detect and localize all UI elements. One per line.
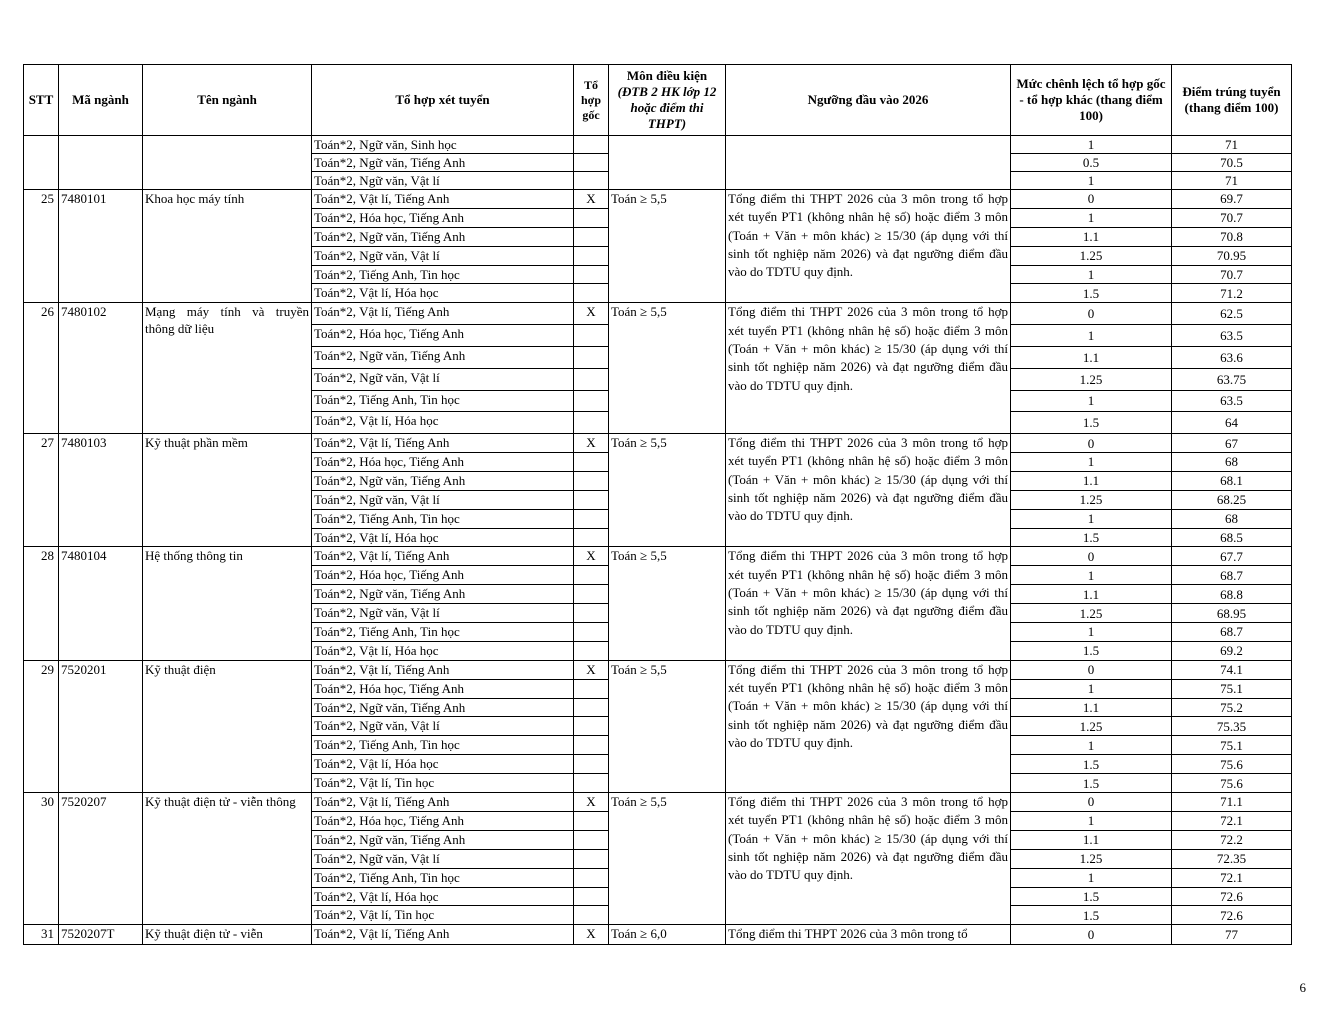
goc-cell — [574, 849, 609, 868]
combo-cell: Toán*2, Ngữ văn, Vật lí — [312, 490, 574, 509]
score-cell: 63.6 — [1172, 346, 1292, 368]
score-cell: 71 — [1172, 136, 1292, 154]
combo-cell: Toán*2, Tiếng Anh, Tin học — [312, 868, 574, 887]
combo-cell: Toán*2, Ngữ văn, Vật lí — [312, 246, 574, 265]
major-code-cell: 7520207T — [59, 925, 143, 945]
header-mon-dieu-kien-sub: (ĐTB 2 HK lớp 12 hoặc điểm thi THPT) — [617, 84, 717, 131]
goc-cell: X — [574, 190, 609, 209]
threshold-cell: Tổng điểm thi THPT 2026 của 3 môn trong tổ hợp xét tuyển PT1 (không nhân hệ số) hoặc điểm 3 môn (Toán + Văn + môn khác) ≥ 15/30 (áp dụng với thí sinh tốt nghiệp năm 2026) và đạt ngưỡng điểm đầu vào do TDTU quy định. — [726, 434, 1011, 547]
combo-cell: Toán*2, Ngữ văn, Tiếng Anh — [312, 585, 574, 604]
score-cell: 71.1 — [1172, 793, 1292, 812]
diff-cell: 1 — [1011, 265, 1172, 284]
diff-cell: 0.5 — [1011, 154, 1172, 172]
diff-cell: 1 — [1011, 172, 1172, 190]
diff-cell: 1.1 — [1011, 830, 1172, 849]
diff-cell: 1.5 — [1011, 755, 1172, 774]
combo-cell: Toán*2, Hóa học, Tiếng Anh — [312, 453, 574, 472]
header-nguong: Ngưỡng đầu vào 2026 — [726, 65, 1011, 136]
diff-cell: 1.5 — [1011, 412, 1172, 434]
major-name-cell: Mạng máy tính và truyền thông dữ liệu — [143, 303, 312, 434]
header-to-hop: Tổ hợp xét tuyển — [312, 65, 574, 136]
combo-cell: Toán*2, Vật lí, Tiếng Anh — [312, 434, 574, 453]
goc-cell — [574, 641, 609, 660]
score-cell: 70.7 — [1172, 208, 1292, 227]
condition-cell: Toán ≥ 5,5 — [609, 660, 726, 792]
table-body — [24, 136, 1292, 945]
table-row — [24, 547, 1292, 566]
score-cell: 68.8 — [1172, 585, 1292, 604]
header-diem: Điểm trúng tuyển (thang điểm 100) — [1172, 65, 1292, 136]
combo-cell: Toán*2, Hóa học, Tiếng Anh — [312, 811, 574, 830]
combo-cell: Toán*2, Vật lí, Hóa học — [312, 528, 574, 547]
threshold-cell: Tổng điểm thi THPT 2026 của 3 môn trong tổ hợp xét tuyển PT1 (không nhân hệ số) hoặc điểm 3 môn (Toán + Văn + môn khác) ≥ 15/30 (áp dụng với thí sinh tốt nghiệp năm 2026) và đạt ngưỡng điểm đầu vào do TDTU quy định. — [726, 547, 1011, 660]
score-cell: 71.2 — [1172, 284, 1292, 303]
diff-cell: 1 — [1011, 566, 1172, 585]
score-cell: 68.1 — [1172, 471, 1292, 490]
diff-cell: 0 — [1011, 660, 1172, 679]
score-cell: 75.1 — [1172, 736, 1292, 755]
diff-cell: 0 — [1011, 303, 1172, 325]
diff-cell: 1.5 — [1011, 774, 1172, 793]
combo-cell: Toán*2, Vật lí, Tin học — [312, 906, 574, 925]
major-name-cell: Kỹ thuật điện tử - viễn thông — [143, 793, 312, 925]
combo-cell: Toán*2, Ngữ văn, Tiếng Anh — [312, 471, 574, 490]
score-cell: 70.5 — [1172, 154, 1292, 172]
goc-cell — [574, 679, 609, 698]
combo-cell: Toán*2, Vật lí, Tin học — [312, 774, 574, 793]
goc-cell: X — [574, 434, 609, 453]
table-row — [24, 303, 1292, 325]
goc-cell: X — [574, 547, 609, 566]
score-cell: 77 — [1172, 925, 1292, 945]
score-cell: 75.1 — [1172, 679, 1292, 698]
score-cell: 75.6 — [1172, 755, 1292, 774]
diff-cell: 1.25 — [1011, 246, 1172, 265]
combo-cell: Toán*2, Vật lí, Hóa học — [312, 887, 574, 906]
combo-cell: Toán*2, Vật lí, Tiếng Anh — [312, 190, 574, 209]
header-chenh-lech: Mức chênh lệch tổ hợp gốc - tổ hợp khác (thang điểm 100) — [1011, 65, 1172, 136]
table-row — [24, 434, 1292, 453]
goc-cell — [574, 390, 609, 412]
score-cell: 67.7 — [1172, 547, 1292, 566]
major-code-cell: 7520201 — [59, 660, 143, 792]
diff-cell: 1 — [1011, 453, 1172, 472]
score-cell: 68.95 — [1172, 604, 1292, 623]
page-number: 6 — [1299, 980, 1306, 995]
diff-cell: 0 — [1011, 547, 1172, 566]
diff-cell: 1.25 — [1011, 717, 1172, 736]
score-cell: 69.2 — [1172, 641, 1292, 660]
goc-cell — [574, 325, 609, 347]
score-cell: 63.5 — [1172, 390, 1292, 412]
goc-cell — [574, 887, 609, 906]
goc-cell — [574, 368, 609, 390]
combo-cell: Toán*2, Ngữ văn, Tiếng Anh — [312, 154, 574, 172]
header-mon-dieu-kien — [609, 65, 726, 136]
table-row — [24, 925, 1292, 945]
combo-cell: Toán*2, Ngữ văn, Sinh học — [312, 136, 574, 154]
diff-cell: 1.25 — [1011, 490, 1172, 509]
goc-cell — [574, 623, 609, 642]
diff-cell: 1.25 — [1011, 368, 1172, 390]
stt-cell: 29 — [24, 660, 59, 792]
major-code-cell: 7520207 — [59, 793, 143, 925]
diff-cell: 0 — [1011, 190, 1172, 209]
diff-cell: 0 — [1011, 793, 1172, 812]
admission-table — [23, 64, 1292, 945]
goc-cell: X — [574, 303, 609, 325]
goc-cell — [574, 585, 609, 604]
score-cell: 68.7 — [1172, 566, 1292, 585]
goc-cell — [574, 453, 609, 472]
diff-cell: 1 — [1011, 679, 1172, 698]
score-cell: 69.7 — [1172, 190, 1292, 209]
combo-cell: Toán*2, Hóa học, Tiếng Anh — [312, 566, 574, 585]
major-name-cell — [143, 136, 312, 190]
score-cell: 63.75 — [1172, 368, 1292, 390]
diff-cell: 1 — [1011, 208, 1172, 227]
goc-cell — [574, 346, 609, 368]
combo-cell: Toán*2, Hóa học, Tiếng Anh — [312, 679, 574, 698]
goc-cell: X — [574, 660, 609, 679]
stt-cell: 25 — [24, 190, 59, 303]
threshold-cell: Tổng điểm thi THPT 2026 của 3 môn trong tổ hợp xét tuyển PT1 (không nhân hệ số) hoặc điểm 3 môn (Toán + Văn + môn khác) ≥ 15/30 (áp dụng với thí sinh tốt nghiệp năm 2026) và đạt ngưỡng điểm đầu vào do TDTU quy định. — [726, 303, 1011, 434]
diff-cell: 1.5 — [1011, 528, 1172, 547]
goc-cell — [574, 208, 609, 227]
score-cell: 62.5 — [1172, 303, 1292, 325]
score-cell: 68.5 — [1172, 528, 1292, 547]
goc-cell — [574, 246, 609, 265]
header-to-hop-goc: Tổ hợp gốc — [574, 65, 609, 136]
score-cell: 68.7 — [1172, 623, 1292, 642]
diff-cell: 1.1 — [1011, 585, 1172, 604]
combo-cell: Toán*2, Vật lí, Hóa học — [312, 412, 574, 434]
goc-cell — [574, 265, 609, 284]
threshold-cell: Tổng điểm thi THPT 2026 của 3 môn trong tổ hợp xét tuyển PT1 (không nhân hệ số) hoặc điểm 3 môn (Toán + Văn + môn khác) ≥ 15/30 (áp dụng với thí sinh tốt nghiệp năm 2026) và đạt ngưỡng điểm đầu vào do TDTU quy định. — [726, 660, 1011, 792]
diff-cell: 1.1 — [1011, 698, 1172, 717]
goc-cell — [574, 755, 609, 774]
diff-cell: 1.1 — [1011, 471, 1172, 490]
condition-cell — [609, 136, 726, 190]
score-cell: 70.8 — [1172, 227, 1292, 246]
score-cell: 70.7 — [1172, 265, 1292, 284]
diff-cell: 1.1 — [1011, 227, 1172, 246]
diff-cell: 1 — [1011, 736, 1172, 755]
threshold-cell: Tổng điểm thi THPT 2026 của 3 môn trong tổ — [726, 925, 1011, 945]
combo-cell: Toán*2, Vật lí, Tiếng Anh — [312, 547, 574, 566]
combo-cell: Toán*2, Ngữ văn, Tiếng Anh — [312, 830, 574, 849]
score-cell: 68 — [1172, 453, 1292, 472]
combo-cell: Toán*2, Tiếng Anh, Tin học — [312, 265, 574, 284]
goc-cell — [574, 566, 609, 585]
combo-cell: Toán*2, Ngữ văn, Vật lí — [312, 849, 574, 868]
diff-cell: 1.5 — [1011, 887, 1172, 906]
score-cell: 68.25 — [1172, 490, 1292, 509]
header-stt: STT — [24, 65, 59, 136]
score-cell: 63.5 — [1172, 325, 1292, 347]
goc-cell — [574, 490, 609, 509]
stt-cell: 28 — [24, 547, 59, 660]
combo-cell: Toán*2, Ngữ văn, Vật lí — [312, 717, 574, 736]
goc-cell — [574, 868, 609, 887]
stt-cell: 31 — [24, 925, 59, 945]
goc-cell — [574, 154, 609, 172]
combo-cell: Toán*2, Vật lí, Tiếng Anh — [312, 303, 574, 325]
major-name-cell: Khoa học máy tính — [143, 190, 312, 303]
combo-cell: Toán*2, Ngữ văn, Vật lí — [312, 604, 574, 623]
goc-cell — [574, 172, 609, 190]
condition-cell: Toán ≥ 5,5 — [609, 303, 726, 434]
goc-cell: X — [574, 793, 609, 812]
threshold-cell: Tổng điểm thi THPT 2026 của 3 môn trong tổ hợp xét tuyển PT1 (không nhân hệ số) hoặc điểm 3 môn (Toán + Văn + môn khác) ≥ 15/30 (áp dụng với thí sinh tốt nghiệp năm 2026) và đạt ngưỡng điểm đầu vào do TDTU quy định. — [726, 793, 1011, 925]
goc-cell — [574, 604, 609, 623]
score-cell: 68 — [1172, 509, 1292, 528]
combo-cell: Toán*2, Vật lí, Hóa học — [312, 755, 574, 774]
goc-cell — [574, 528, 609, 547]
diff-cell: 1.5 — [1011, 641, 1172, 660]
goc-cell — [574, 717, 609, 736]
condition-cell: Toán ≥ 6,0 — [609, 925, 726, 945]
goc-cell: X — [574, 925, 609, 945]
major-code-cell: 7480102 — [59, 303, 143, 434]
goc-cell — [574, 698, 609, 717]
diff-cell: 1 — [1011, 623, 1172, 642]
condition-cell: Toán ≥ 5,5 — [609, 793, 726, 925]
score-cell: 74.1 — [1172, 660, 1292, 679]
combo-cell: Toán*2, Hóa học, Tiếng Anh — [312, 325, 574, 347]
stt-cell — [24, 136, 59, 190]
goc-cell — [574, 736, 609, 755]
diff-cell: 0 — [1011, 434, 1172, 453]
combo-cell: Toán*2, Vật lí, Hóa học — [312, 284, 574, 303]
header-mon-dieu-kien-title: Môn điều kiện — [626, 68, 708, 83]
diff-cell: 1 — [1011, 325, 1172, 347]
threshold-cell — [726, 136, 1011, 190]
combo-cell: Toán*2, Hóa học, Tiếng Anh — [312, 208, 574, 227]
diff-cell: 0 — [1011, 925, 1172, 945]
diff-cell: 1.5 — [1011, 906, 1172, 925]
goc-cell — [574, 830, 609, 849]
combo-cell: Toán*2, Tiếng Anh, Tin học — [312, 623, 574, 642]
score-cell: 72.1 — [1172, 811, 1292, 830]
combo-cell: Toán*2, Ngữ văn, Tiếng Anh — [312, 227, 574, 246]
combo-cell: Toán*2, Ngữ văn, Vật lí — [312, 172, 574, 190]
score-cell: 75.35 — [1172, 717, 1292, 736]
score-cell: 72.2 — [1172, 830, 1292, 849]
diff-cell: 1.5 — [1011, 284, 1172, 303]
goc-cell — [574, 811, 609, 830]
table-row — [24, 793, 1292, 812]
goc-cell — [574, 412, 609, 434]
diff-cell: 1 — [1011, 811, 1172, 830]
combo-cell: Toán*2, Ngữ văn, Tiếng Anh — [312, 698, 574, 717]
stt-cell: 30 — [24, 793, 59, 925]
diff-cell: 1 — [1011, 136, 1172, 154]
combo-cell: Toán*2, Tiếng Anh, Tin học — [312, 509, 574, 528]
goc-cell — [574, 471, 609, 490]
combo-cell: Toán*2, Vật lí, Tiếng Anh — [312, 660, 574, 679]
score-cell: 75.6 — [1172, 774, 1292, 793]
table-header-row — [24, 65, 1292, 136]
score-cell: 72.1 — [1172, 868, 1292, 887]
major-code-cell: 7480104 — [59, 547, 143, 660]
major-code-cell — [59, 136, 143, 190]
score-cell: 75.2 — [1172, 698, 1292, 717]
score-cell: 71 — [1172, 172, 1292, 190]
stt-cell: 26 — [24, 303, 59, 434]
goc-cell — [574, 136, 609, 154]
diff-cell: 1.25 — [1011, 604, 1172, 623]
table-row — [24, 136, 1292, 154]
combo-cell: Toán*2, Tiếng Anh, Tin học — [312, 736, 574, 755]
goc-cell — [574, 509, 609, 528]
diff-cell: 1.1 — [1011, 346, 1172, 368]
diff-cell: 1 — [1011, 390, 1172, 412]
stt-cell: 27 — [24, 434, 59, 547]
condition-cell: Toán ≥ 5,5 — [609, 547, 726, 660]
score-cell: 72.35 — [1172, 849, 1292, 868]
diff-cell: 1 — [1011, 868, 1172, 887]
combo-cell: Toán*2, Vật lí, Hóa học — [312, 641, 574, 660]
goc-cell — [574, 227, 609, 246]
combo-cell: Toán*2, Tiếng Anh, Tin học — [312, 390, 574, 412]
major-code-cell: 7480101 — [59, 190, 143, 303]
combo-cell: Toán*2, Vật lí, Tiếng Anh — [312, 925, 574, 945]
score-cell: 64 — [1172, 412, 1292, 434]
goc-cell — [574, 774, 609, 793]
condition-cell: Toán ≥ 5,5 — [609, 434, 726, 547]
score-cell: 67 — [1172, 434, 1292, 453]
header-ten-nganh: Tên ngành — [143, 65, 312, 136]
admission-table-page — [23, 64, 1291, 945]
major-name-cell: Kỹ thuật điện tử - viễn — [143, 925, 312, 945]
major-name-cell: Kỹ thuật điện — [143, 660, 312, 792]
table-row — [24, 190, 1292, 209]
threshold-cell: Tổng điểm thi THPT 2026 của 3 môn trong tổ hợp xét tuyển PT1 (không nhân hệ số) hoặc điểm 3 môn (Toán + Văn + môn khác) ≥ 15/30 (áp dụng với thí sinh tốt nghiệp năm 2026) và đạt ngưỡng điểm đầu vào do TDTU quy định. — [726, 190, 1011, 303]
score-cell: 72.6 — [1172, 887, 1292, 906]
combo-cell: Toán*2, Ngữ văn, Tiếng Anh — [312, 346, 574, 368]
table-row — [24, 660, 1292, 679]
score-cell: 70.95 — [1172, 246, 1292, 265]
combo-cell: Toán*2, Ngữ văn, Vật lí — [312, 368, 574, 390]
combo-cell: Toán*2, Vật lí, Tiếng Anh — [312, 793, 574, 812]
score-cell: 72.6 — [1172, 906, 1292, 925]
goc-cell — [574, 284, 609, 303]
header-ma-nganh: Mã ngành — [59, 65, 143, 136]
major-name-cell: Kỹ thuật phần mềm — [143, 434, 312, 547]
diff-cell: 1 — [1011, 509, 1172, 528]
major-name-cell: Hệ thống thông tin — [143, 547, 312, 660]
goc-cell — [574, 906, 609, 925]
diff-cell: 1.25 — [1011, 849, 1172, 868]
condition-cell: Toán ≥ 5,5 — [609, 190, 726, 303]
major-code-cell: 7480103 — [59, 434, 143, 547]
